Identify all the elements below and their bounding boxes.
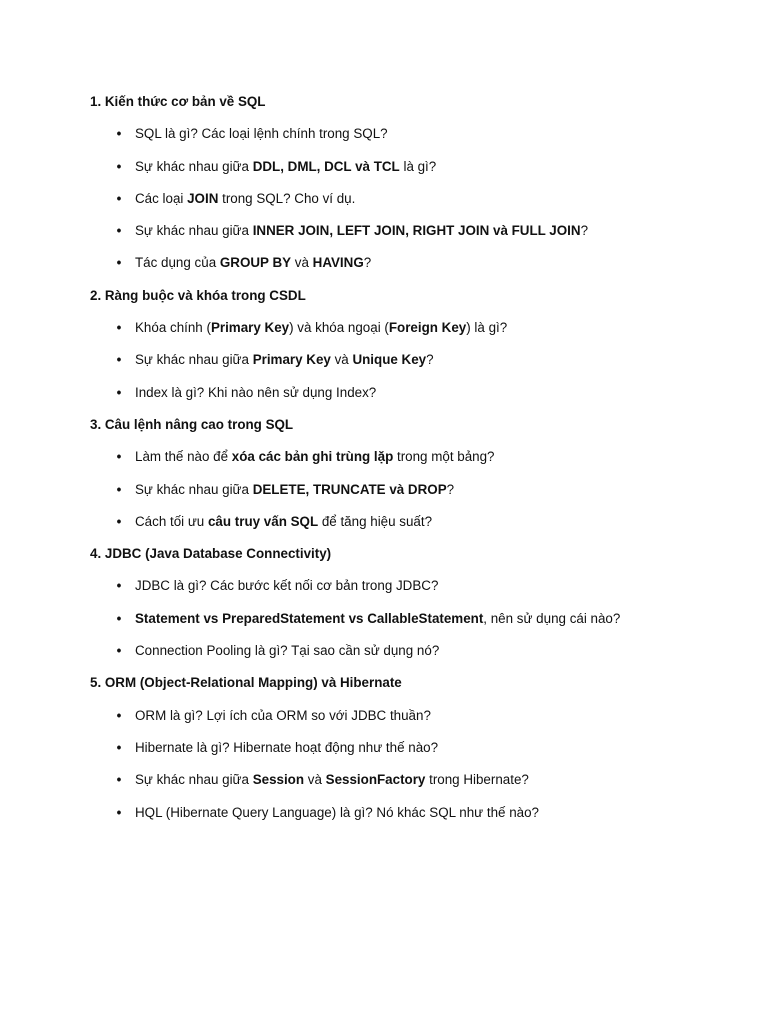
- text-segment: Sự khác nhau giữa: [135, 481, 253, 497]
- text-segment: Sự khác nhau giữa: [135, 158, 253, 174]
- section-heading: 3. Câu lệnh nâng cao trong SQL: [90, 416, 294, 432]
- section-2: [90, 288, 728, 417]
- text-segment: là gì?: [399, 158, 437, 174]
- text-segment: Cách tối ưu: [135, 513, 208, 529]
- list-item: [90, 482, 728, 514]
- bold-text: HAVING: [312, 255, 364, 271]
- list-item: [90, 772, 728, 804]
- bullet-list: [90, 320, 728, 417]
- bullet-icon: •: [116, 610, 122, 626]
- bullet-icon: •: [116, 190, 122, 206]
- bullet-icon: •: [116, 643, 122, 659]
- text-segment: Tác dụng của: [135, 255, 220, 271]
- bullet-icon: •: [116, 255, 122, 271]
- text-segment: Sự khác nhau giữa: [135, 772, 253, 788]
- list-item: [90, 805, 728, 837]
- text-segment: Hibernate là gì? Hibernate hoạt động như thế nào?: [135, 739, 439, 755]
- text-segment: trong một bảng?: [393, 449, 495, 465]
- bullet-list: [90, 449, 728, 546]
- text-segment: và: [291, 255, 313, 271]
- text-segment: Sự khác nhau giữa: [135, 223, 253, 239]
- bullet-icon: •: [116, 449, 122, 465]
- bullet-icon: •: [116, 739, 122, 755]
- text-segment: để tăng hiệu suất?: [318, 513, 433, 529]
- text-segment: HQL (Hibernate Query Language) là gì? Nó khác SQL như thế nào?: [135, 804, 539, 820]
- bullet-list: [90, 578, 728, 675]
- bullet-icon: •: [116, 126, 122, 142]
- list-item: [90, 191, 728, 223]
- text-segment: Sự khác nhau giữa: [135, 352, 253, 368]
- bullet-icon: •: [116, 481, 122, 497]
- bold-text: Primary Key: [252, 352, 331, 368]
- list-item: [90, 223, 728, 255]
- bold-text: Primary Key: [210, 320, 290, 336]
- bullet-icon: •: [116, 320, 122, 336]
- bullet-icon: •: [116, 352, 122, 368]
- text-segment: Connection Pooling là gì? Tại sao cần sử dụng nó?: [135, 643, 440, 659]
- list-item: [90, 708, 728, 740]
- section-heading: 2. Ràng buộc và khóa trong CSDL: [90, 287, 306, 303]
- section-heading: 4. JDBC (Java Database Connectivity): [90, 546, 332, 562]
- document-body: [90, 94, 728, 837]
- section-heading: 1. Kiến thức cơ bản về SQL: [90, 94, 266, 109]
- bullet-icon: •: [116, 772, 122, 788]
- bullet-icon: •: [116, 513, 122, 529]
- bullet-icon: •: [116, 707, 122, 723]
- text-segment: ) và khóa ngoại (: [289, 320, 389, 336]
- list-item: [90, 385, 728, 417]
- list-item: [90, 514, 728, 546]
- section-4: [90, 546, 728, 675]
- bold-text: Session: [252, 772, 305, 788]
- list-item: [90, 320, 728, 352]
- text-segment: ) là gì?: [466, 320, 508, 336]
- bullet-icon: •: [116, 158, 122, 174]
- section-1: [90, 94, 728, 288]
- text-segment: JDBC là gì? Các bước kết nối cơ bản trong JDBC?: [135, 578, 439, 594]
- text-segment: trong Hibernate?: [425, 772, 529, 788]
- bold-text: câu truy vấn SQL: [207, 513, 319, 529]
- text-segment: SQL là gì? Các loại lệnh chính trong SQL?: [135, 126, 388, 142]
- list-item: [90, 255, 728, 287]
- list-item: [90, 643, 728, 675]
- text-segment: ?: [580, 223, 589, 239]
- text-segment: Khóa chính (: [135, 320, 211, 336]
- text-segment: trong SQL? Cho ví dụ.: [218, 190, 356, 206]
- text-segment: Làm thế nào để: [135, 449, 232, 465]
- bullet-list: [90, 126, 728, 287]
- list-item: [90, 611, 728, 643]
- bold-text: INNER JOIN, LEFT JOIN, RIGHT JOIN và FULL JOIN: [252, 223, 581, 239]
- list-item: [90, 126, 728, 158]
- bold-text: JOIN: [187, 190, 219, 206]
- section-heading: 5. ORM (Object-Relational Mapping) và Hibernate: [90, 675, 402, 691]
- text-segment: và: [330, 352, 353, 368]
- bullet-icon: •: [116, 223, 122, 239]
- bold-text: xóa các bản ghi trùng lặp: [231, 449, 394, 465]
- text-segment: ?: [446, 481, 455, 497]
- section-5: [90, 675, 728, 836]
- list-item: [90, 159, 728, 191]
- section-3: [90, 417, 728, 546]
- text-segment: Index là gì? Khi nào nên sử dụng Index?: [135, 384, 377, 400]
- bullet-icon: •: [116, 578, 122, 594]
- bullet-list: [90, 708, 728, 837]
- text-segment: ?: [426, 352, 434, 368]
- bold-text: Unique Key: [352, 352, 427, 368]
- list-item: [90, 578, 728, 610]
- text-segment: , nên sử dụng cái nào?: [483, 610, 621, 626]
- list-item: [90, 449, 728, 481]
- text-segment: Các loại: [135, 190, 188, 206]
- bullet-icon: •: [116, 804, 122, 820]
- bold-text: DELETE, TRUNCATE và DROP: [252, 481, 447, 497]
- text-segment: ?: [363, 255, 372, 271]
- text-segment: và: [304, 772, 326, 788]
- text-segment: ORM là gì? Lợi ích của ORM so với JDBC thuần?: [135, 707, 431, 723]
- list-item: [90, 352, 728, 384]
- bullet-icon: •: [116, 384, 122, 400]
- bold-text: DDL, DML, DCL và TCL: [252, 158, 400, 174]
- bold-text: Foreign Key: [388, 320, 467, 336]
- bold-text: SessionFactory: [325, 772, 426, 788]
- list-item: [90, 740, 728, 772]
- bold-text: GROUP BY: [219, 255, 292, 271]
- bold-text: Statement vs PreparedStatement vs CallableStatement: [135, 610, 484, 626]
